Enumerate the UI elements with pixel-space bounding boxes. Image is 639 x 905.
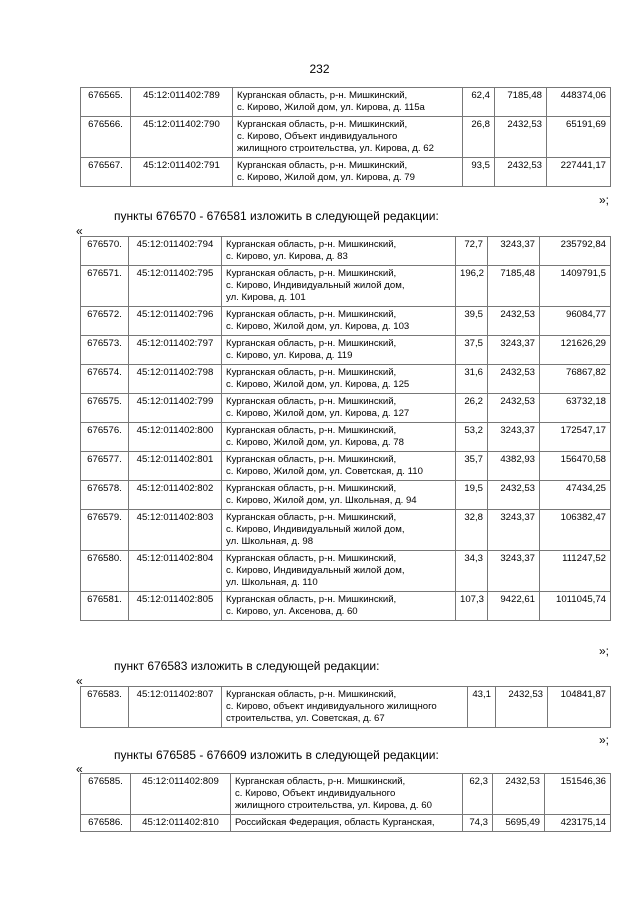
table-row: [81, 88, 611, 117]
table-row: [81, 423, 611, 452]
cell-cost: 76867,82: [540, 365, 611, 394]
cell-addr: Курганская область, р-н. Мишкинский, с. Кирово, Жилой дом, ул. Кирова, д. 115а: [233, 88, 463, 117]
cell-addr: Курганская область, р-н. Мишкинский, с. Кирово, объект индивидуального жилищного строительства, ул. Советская, д. 67: [222, 687, 468, 728]
cell-num: 676585.: [81, 774, 131, 815]
cell-area: 26,8: [463, 117, 495, 158]
cell-addr: Курганская область, р-н. Мишкинский, с. Кирово, Индивидуальный жилой дом, ул. Кирова, д. 101: [222, 266, 456, 307]
cell-cost: 1011045,74: [540, 592, 611, 621]
cell-price: 3243,37: [488, 336, 540, 365]
cell-area: 107,3: [456, 592, 488, 621]
cell-area: 196,2: [456, 266, 488, 307]
cell-num: 676576.: [81, 423, 129, 452]
cell-addr: Курганская область, р-н. Мишкинский, с. Кирово, Объект индивидуального жилищного строительства, ул. Кирова, д. 62: [233, 117, 463, 158]
cell-price: 2432,53: [493, 774, 545, 815]
cell-addr: Курганская область, р-н. Мишкинский, с. Кирово, Жилой дом, ул. Советская, д. 110: [222, 452, 456, 481]
instruction-text: пункты 676585 - 676609 изложить в следующей редакции:: [114, 748, 439, 762]
cell-area: 35,7: [456, 452, 488, 481]
cell-price: 2432,53: [488, 394, 540, 423]
cell-num: 676586.: [81, 815, 131, 832]
cell-addr: Курганская область, р-н. Мишкинский, с. Кирово, ул. Кирова, д. 119: [222, 336, 456, 365]
cell-addr: Курганская область, р-н. Мишкинский, с. Кирово, Объект индивидуального жилищного строительства, ул. Кирова, д. 60: [231, 774, 463, 815]
cell-addr: Курганская область, р-н. Мишкинский, с. Кирово, Жилой дом, ул. Кирова, д. 79: [233, 158, 463, 187]
cell-num: 676583.: [81, 687, 129, 728]
cell-cad: 45:12:011402:803: [129, 510, 222, 551]
cell-addr: Курганская область, р-н. Мишкинский, с. Кирово, ул. Аксенова, д. 60: [222, 592, 456, 621]
registry-table-1: [80, 87, 611, 187]
cell-area: 62,3: [463, 774, 493, 815]
cell-cad: 45:12:011402:802: [129, 481, 222, 510]
table-row: [81, 158, 611, 187]
cell-cad: 45:12:011402:807: [129, 687, 222, 728]
opening-quote: «: [76, 224, 83, 238]
cell-price: 7185,48: [488, 266, 540, 307]
cell-cost: 106382,47: [540, 510, 611, 551]
cell-price: 2432,53: [488, 481, 540, 510]
cell-addr: Курганская область, р-н. Мишкинский, с. Кирово, ул. Кирова, д. 83: [222, 237, 456, 266]
cell-cad: 45:12:011402:795: [129, 266, 222, 307]
cell-area: 53,2: [456, 423, 488, 452]
cell-price: 5695,49: [493, 815, 545, 832]
cell-cost: 235792,84: [540, 237, 611, 266]
cell-cost: 65191,69: [547, 117, 611, 158]
cell-addr: Курганская область, р-н. Мишкинский, с. Кирово, Индивидуальный жилой дом, ул. Школьная, д. 98: [222, 510, 456, 551]
table-row: [81, 336, 611, 365]
cell-cad: 45:12:011402:809: [131, 774, 231, 815]
cell-price: 9422,61: [488, 592, 540, 621]
registry-table-4: [80, 773, 611, 832]
cell-area: 26,2: [456, 394, 488, 423]
cell-cost: 111247,52: [540, 551, 611, 592]
cell-cost: 1409791,5: [540, 266, 611, 307]
cell-cad: 45:12:011402:798: [129, 365, 222, 394]
cell-area: 37,5: [456, 336, 488, 365]
cell-addr: Курганская область, р-н. Мишкинский, с. Кирово, Жилой дом, ул. Кирова, д. 125: [222, 365, 456, 394]
cell-price: 2432,53: [496, 687, 548, 728]
registry-table-3: [80, 686, 611, 728]
cell-cad: 45:12:011402:801: [129, 452, 222, 481]
cell-num: 676575.: [81, 394, 129, 423]
cell-num: 676581.: [81, 592, 129, 621]
cell-addr: Курганская область, р-н. Мишкинский, с. Кирово, Жилой дом, ул. Кирова, д. 127: [222, 394, 456, 423]
cell-cad: 45:12:011402:796: [129, 307, 222, 336]
opening-quote: «: [76, 762, 83, 776]
cell-num: 676574.: [81, 365, 129, 394]
cell-num: 676572.: [81, 307, 129, 336]
table-row: [81, 687, 611, 728]
cell-cost: 96084,77: [540, 307, 611, 336]
cell-num: 676566.: [81, 117, 131, 158]
cell-cost: 121626,29: [540, 336, 611, 365]
cell-cost: 448374,06: [547, 88, 611, 117]
cell-price: 2432,53: [495, 117, 547, 158]
cell-price: 3243,37: [488, 423, 540, 452]
closing-quote: »;: [598, 733, 609, 747]
cell-cost: 104841,87: [548, 687, 611, 728]
table-row: [81, 815, 611, 832]
cell-num: 676565.: [81, 88, 131, 117]
table-row: [81, 551, 611, 592]
cell-cost: 172547,17: [540, 423, 611, 452]
cell-area: 43,1: [468, 687, 496, 728]
cell-addr: Российская Федерация, область Курганская,: [231, 815, 463, 832]
closing-quote: »;: [598, 193, 609, 207]
table-row: [81, 266, 611, 307]
cell-price: 7185,48: [495, 88, 547, 117]
closing-quote: »;: [598, 644, 609, 658]
table-row: [81, 117, 611, 158]
cell-cost: 227441,17: [547, 158, 611, 187]
cell-price: 2432,53: [488, 365, 540, 394]
cell-price: 3243,37: [488, 237, 540, 266]
cell-num: 676570.: [81, 237, 129, 266]
cell-area: 74,3: [463, 815, 493, 832]
cell-num: 676578.: [81, 481, 129, 510]
cell-num: 676579.: [81, 510, 129, 551]
cell-area: 32,8: [456, 510, 488, 551]
cell-area: 34,3: [456, 551, 488, 592]
cell-cad: 45:12:011402:800: [129, 423, 222, 452]
opening-quote: «: [76, 674, 83, 688]
cell-cost: 47434,25: [540, 481, 611, 510]
table-row: [81, 774, 611, 815]
table-row: [81, 365, 611, 394]
cell-area: 31,6: [456, 365, 488, 394]
table-row: [81, 394, 611, 423]
cell-num: 676573.: [81, 336, 129, 365]
cell-cost: 151546,36: [545, 774, 611, 815]
cell-addr: Курганская область, р-н. Мишкинский, с. Кирово, Жилой дом, ул. Кирова, д. 103: [222, 307, 456, 336]
cell-cad: 45:12:011402:789: [131, 88, 233, 117]
cell-cost: 423175,14: [545, 815, 611, 832]
cell-cad: 45:12:011402:791: [131, 158, 233, 187]
cell-price: 2432,53: [488, 307, 540, 336]
cell-cost: 156470,58: [540, 452, 611, 481]
cell-cost: 63732,18: [540, 394, 611, 423]
table-row: [81, 237, 611, 266]
instruction-text: пункты 676570 - 676581 изложить в следующей редакции:: [114, 209, 439, 223]
cell-cad: 45:12:011402:805: [129, 592, 222, 621]
cell-cad: 45:12:011402:797: [129, 336, 222, 365]
cell-num: 676580.: [81, 551, 129, 592]
cell-area: 19,5: [456, 481, 488, 510]
cell-addr: Курганская область, р-н. Мишкинский, с. Кирово, Индивидуальный жилой дом, ул. Школьная, д. 110: [222, 551, 456, 592]
cell-area: 39,5: [456, 307, 488, 336]
cell-cad: 45:12:011402:804: [129, 551, 222, 592]
cell-area: 72,7: [456, 237, 488, 266]
cell-addr: Курганская область, р-н. Мишкинский, с. Кирово, Жилой дом, ул. Кирова, д. 78: [222, 423, 456, 452]
table-row: [81, 452, 611, 481]
cell-cad: 45:12:011402:799: [129, 394, 222, 423]
table-row: [81, 481, 611, 510]
cell-price: 3243,37: [488, 510, 540, 551]
table-row: [81, 307, 611, 336]
cell-num: 676571.: [81, 266, 129, 307]
cell-area: 62,4: [463, 88, 495, 117]
cell-cad: 45:12:011402:794: [129, 237, 222, 266]
cell-area: 93,5: [463, 158, 495, 187]
cell-price: 3243,37: [488, 551, 540, 592]
table-row: [81, 510, 611, 551]
cell-price: 2432,53: [495, 158, 547, 187]
table-row: [81, 592, 611, 621]
cell-cad: 45:12:011402:790: [131, 117, 233, 158]
registry-table-2: [80, 236, 611, 621]
instruction-text: пункт 676583 изложить в следующей редакции:: [114, 659, 380, 673]
cell-price: 4382,93: [488, 452, 540, 481]
page-number: 232: [309, 62, 330, 76]
cell-num: 676577.: [81, 452, 129, 481]
cell-num: 676567.: [81, 158, 131, 187]
cell-cad: 45:12:011402:810: [131, 815, 231, 832]
cell-addr: Курганская область, р-н. Мишкинский, с. Кирово, Жилой дом, ул. Школьная, д. 94: [222, 481, 456, 510]
